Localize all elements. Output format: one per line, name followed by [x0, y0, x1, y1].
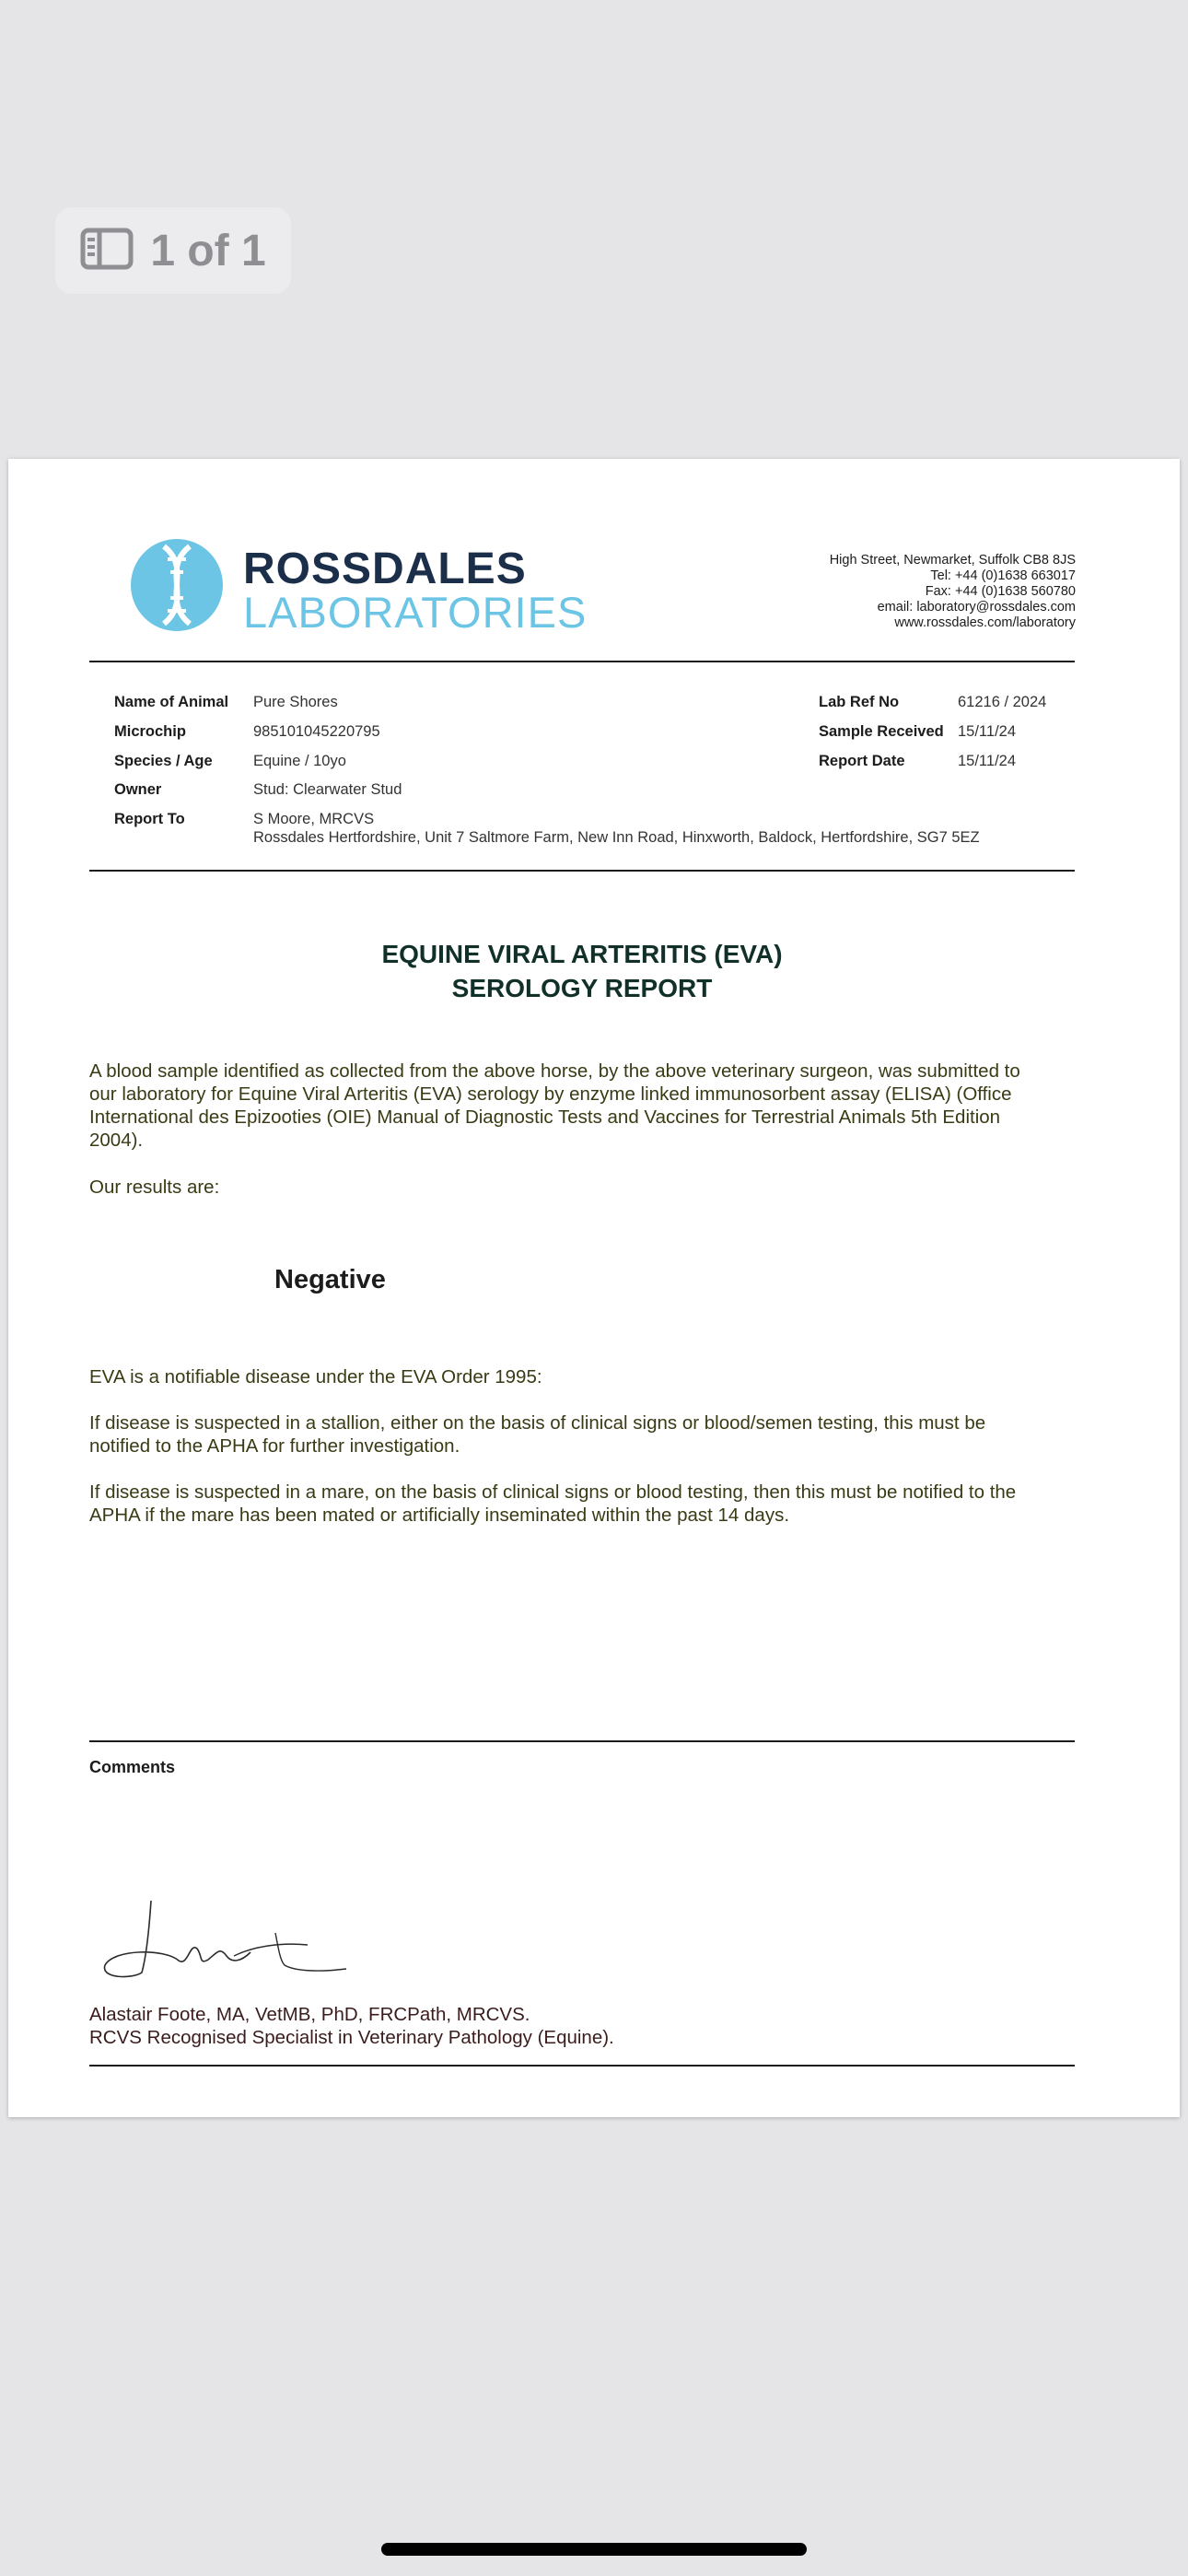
- microchip-label: Microchip: [114, 723, 186, 740]
- report-date-value: 15/11/24: [958, 753, 1017, 769]
- received-value: 15/11/24: [958, 723, 1017, 740]
- name-value: Pure Shores: [253, 694, 338, 710]
- fax: Fax: +44 (0)1638 560780: [925, 584, 1076, 599]
- sidebar-icon: [80, 228, 134, 275]
- signature-image: [96, 1891, 354, 1984]
- stallion-line: If disease is suspected in a stallion, either on the basis of clinical signs or blood/semen testing, this must be: [89, 1412, 986, 1434]
- report-title-line2: SEROLOGY REPORT: [451, 974, 713, 1002]
- home-indicator[interactable]: [381, 2543, 807, 2556]
- mare-line: If disease is suspected in a mare, on the basis of clinical signs or blood testing, then this must be notified to the: [89, 1481, 1017, 1503]
- owner-value: Stud: Clearwater Stud: [253, 781, 402, 798]
- report-to-address: Rossdales Hertfordshire, Unit 7 Saltmore Farm, New Inn Road, Hinxworth, Baldock, Hertfordshire, SG7 5EZ: [253, 829, 980, 846]
- test-result: Negative: [274, 1265, 386, 1294]
- divider: [89, 870, 1075, 872]
- report-to-name: S Moore, MRCVS: [253, 811, 375, 827]
- intro-line: A blood sample identified as collected from the above horse, by the above veterinary surgeon, was submitted to: [89, 1060, 1020, 1082]
- divider: [89, 661, 1075, 662]
- report-title-line1: EQUINE VIRAL ARTERITIS (EVA): [381, 940, 783, 968]
- signer-name: Alastair Foote, MA, VetMB, PhD, FRCPath, MRCVS.: [89, 2004, 530, 2025]
- species-value: Equine / 10yo: [253, 753, 346, 769]
- notifiable-statement: EVA is a notifiable disease under the EVA Order 1995:: [89, 1366, 542, 1388]
- report-to-label: Report To: [114, 811, 185, 827]
- labref-value: 61216 / 2024: [958, 694, 1047, 710]
- signer-title: RCVS Recognised Specialist in Veterinary Pathology (Equine).: [89, 2027, 614, 2048]
- stallion-line: notified to the APHA for further investigation.: [89, 1435, 460, 1457]
- mare-line: APHA if the mare has been mated or artificially inseminated within the past 14 days.: [89, 1505, 790, 1526]
- divider: [89, 2065, 1075, 2067]
- brand-name-line1: ROSSDALES: [243, 544, 527, 593]
- received-label: Sample Received: [819, 723, 944, 740]
- document-page: [8, 459, 1180, 2117]
- name-label: Name of Animal: [114, 694, 229, 710]
- website: www.rossdales.com/laboratory: [894, 615, 1076, 630]
- intro-line: International des Epizooties (OIE) Manual of Diagnostic Tests and Vaccines for Terrestrial Animals 5th Edition: [89, 1107, 1001, 1128]
- labref-label: Lab Ref No: [819, 694, 900, 710]
- brand-name-line2: LABORATORIES: [243, 588, 588, 637]
- telephone: Tel: +44 (0)1638 663017: [930, 568, 1076, 583]
- species-label: Species / Age: [114, 753, 213, 769]
- report-date-label: Report Date: [819, 753, 905, 769]
- email: email: laboratory@rossdales.com: [877, 600, 1076, 615]
- page-indicator[interactable]: [55, 207, 291, 294]
- owner-label: Owner: [114, 781, 162, 798]
- divider: [89, 1740, 1075, 1742]
- mare-paragraph: [89, 1481, 1075, 1527]
- intro-line: 2004).: [89, 1130, 144, 1151]
- results-intro: Our results are:: [89, 1177, 220, 1198]
- lab-address: [830, 553, 1076, 631]
- stallion-paragraph: [89, 1411, 1075, 1458]
- address-line: High Street, Newmarket, Suffolk CB8 8JS: [829, 553, 1076, 568]
- page-indicator-label: 1 of 1: [150, 226, 266, 275]
- dna-helix-logo: [129, 537, 225, 633]
- intro-paragraph: [89, 1060, 1075, 1152]
- comments-label: Comments: [89, 1758, 176, 1776]
- intro-line: our laboratory for Equine Viral Arteritis (EVA) serology by enzyme linked immunosorbent assay (ELISA) (Office: [89, 1083, 1012, 1105]
- microchip-value: 985101045220795: [253, 723, 380, 740]
